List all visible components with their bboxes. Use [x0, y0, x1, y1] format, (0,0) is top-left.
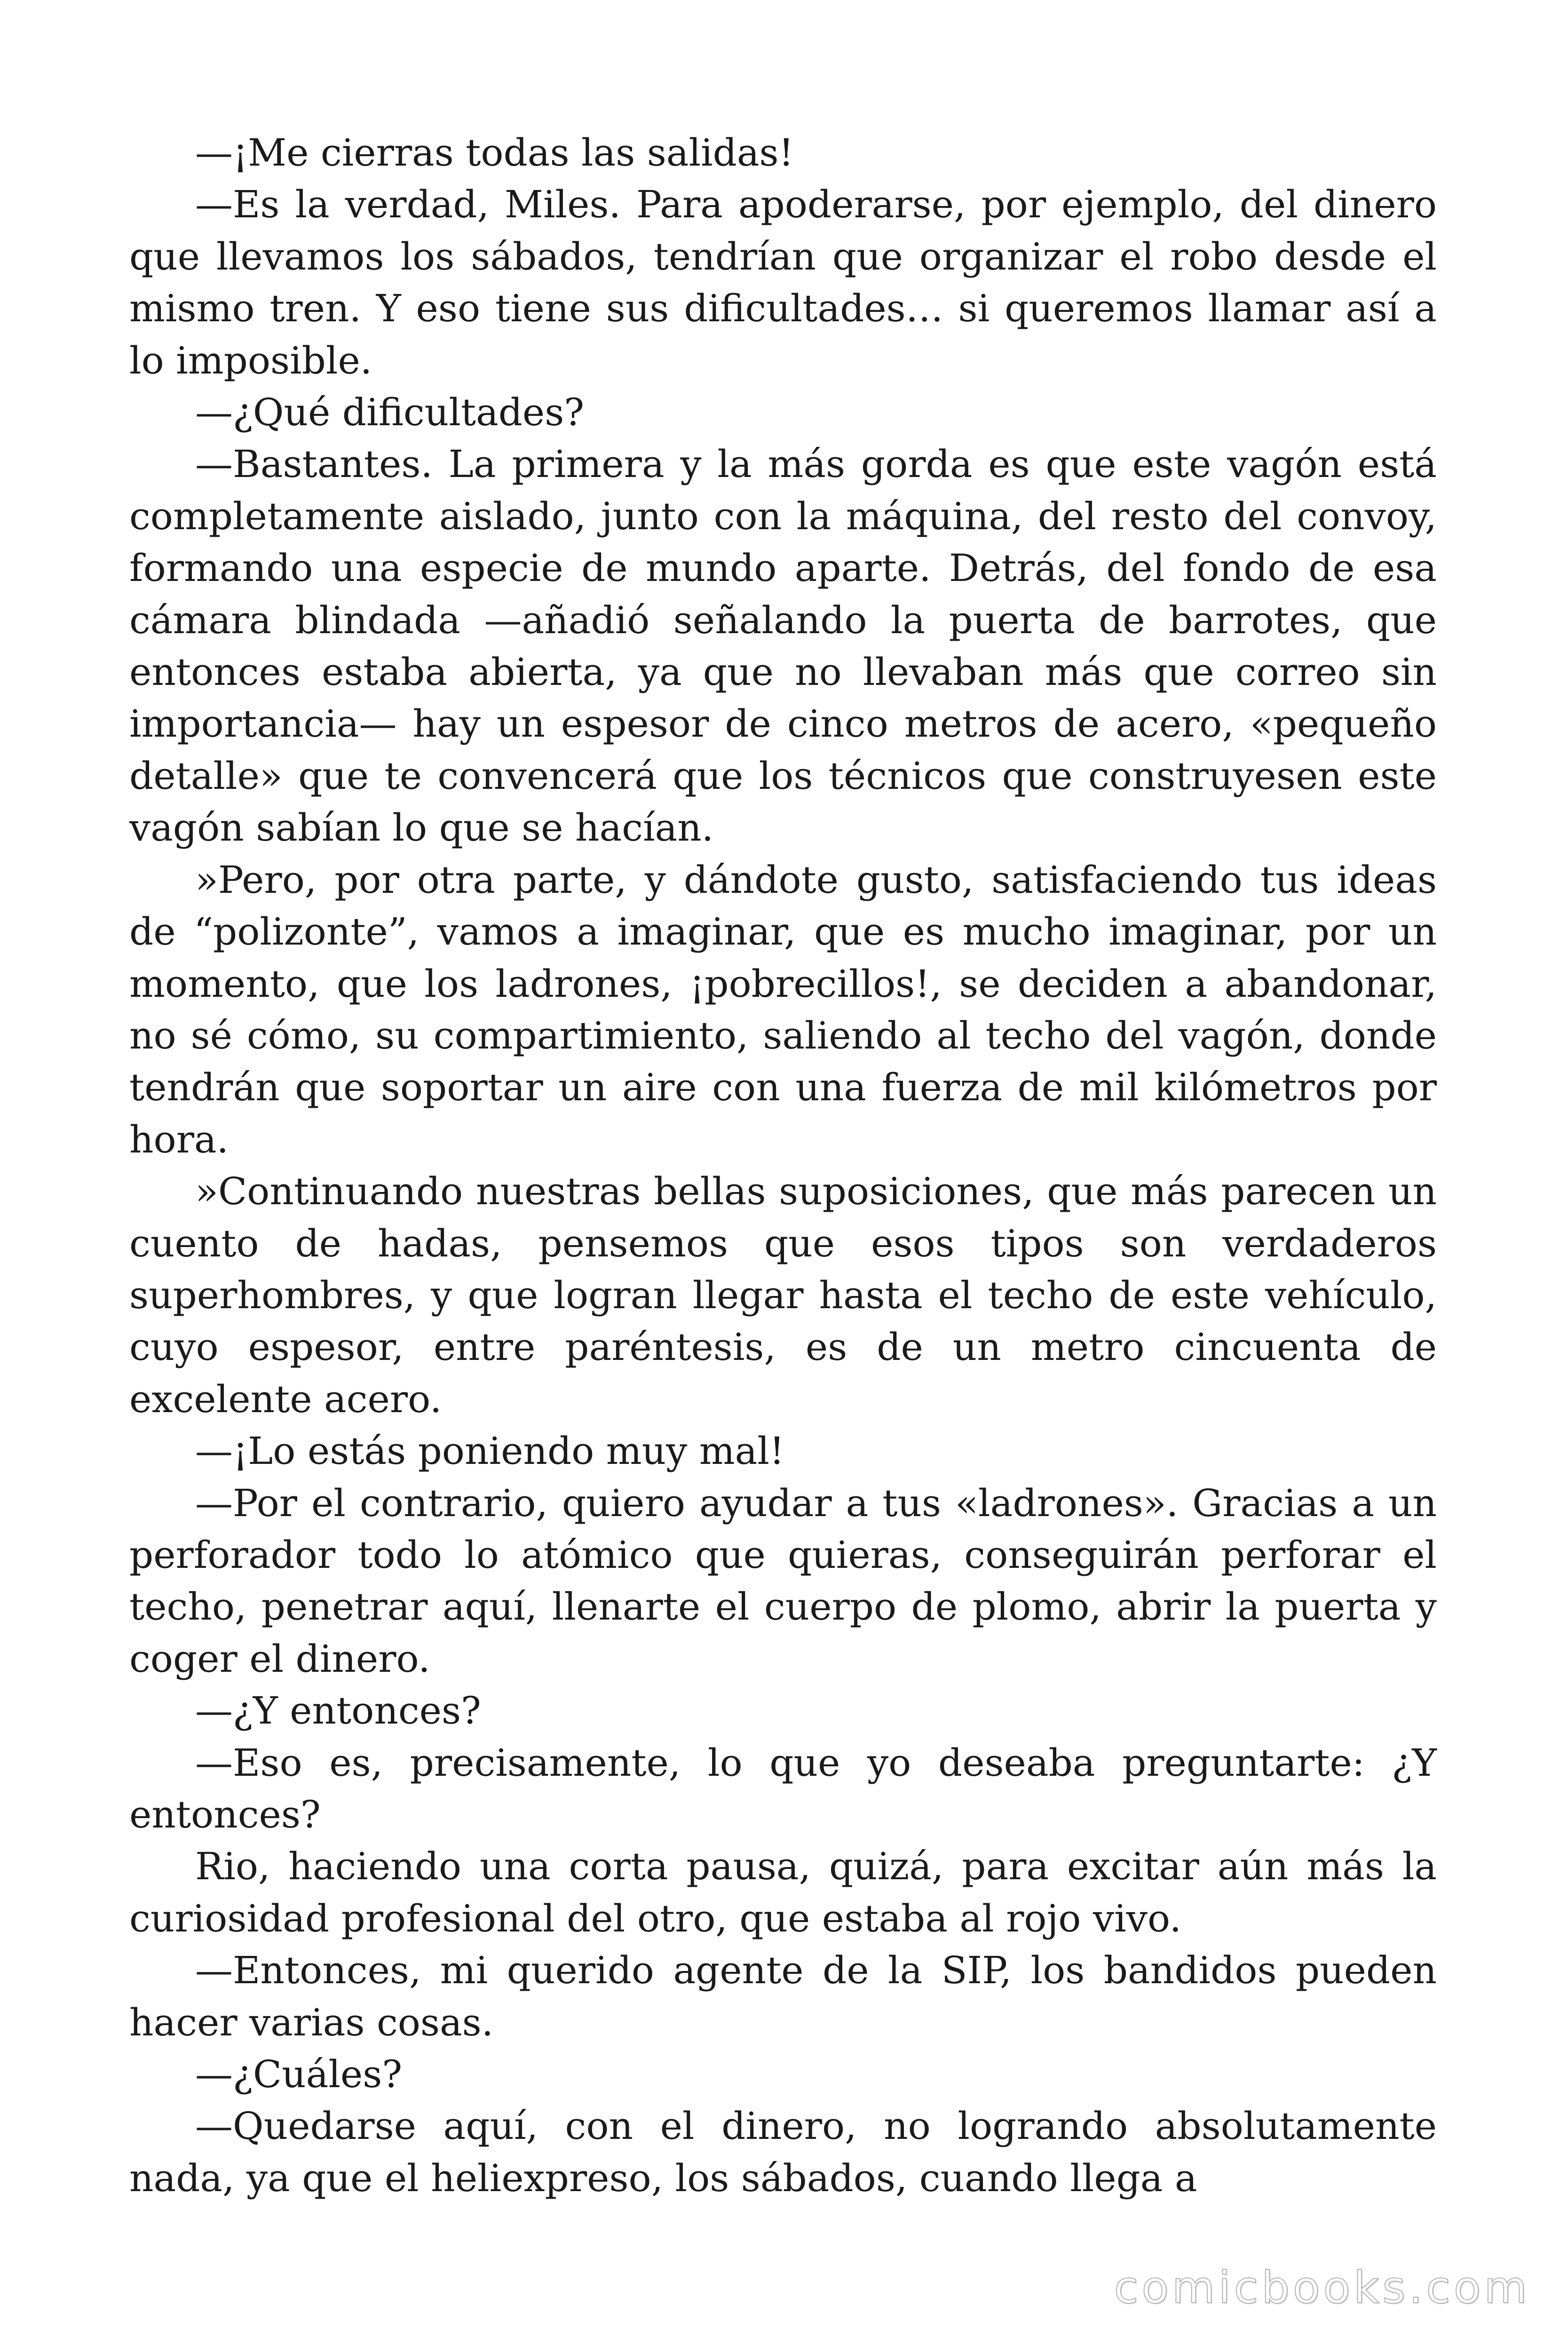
paragraph: —¡Me cierras todas las salidas!	[195, 131, 794, 175]
watermark: comicbooks.com	[1114, 2262, 1530, 2313]
paragraph: —Es la verdad, Miles. Para apoderarse, por ejemplo, del dinero que llevamos los sábados, tendrían que organizar el robo desde el mismo tren. Y eso tiene sus dificultades… si queremos llamar así a lo imposible.	[129, 183, 1437, 382]
paragraph: —Por el contrario, quiero ayudar a tus «ladrones». Gracias a un perforador todo lo atómico que quieras, conseguirán perforar el techo, penetrar aquí, llenarte el cuerpo de plomo, abrir la puerta y coger el dinero.	[129, 1481, 1437, 1681]
paragraph: —Eso es, precisamente, lo que yo deseaba preguntarte: ¿Y entonces?	[129, 1740, 1437, 1836]
paragraph: Rio, haciendo una corta pausa, quizá, para excitar aún más la curiosidad profesional del otro, que estaba al rojo vivo.	[129, 1844, 1437, 1940]
paragraph: »Continuando nuestras bellas suposiciones, que más parecen un cuento de hadas, pensemos que esos tipos son verdaderos superhombres, y que logran llegar hasta el techo de este vehículo, cuyo espesor, entre paréntesis, es de un metro cincuenta de excelente acero.	[129, 1169, 1437, 1421]
paragraph: —¿Qué dificultades?	[195, 390, 585, 435]
paragraph: »Pero, por otra parte, y dándote gusto, satisfaciendo tus ideas de “polizonte”, vamos a imaginar, que es mucho imaginar, por un momento, que los ladrones, ¡pobrecillos!, se deciden a abandonar, no sé cómo, su compartimiento, saliendo al techo del vagón, donde tendrán que soportar un aire con una fuerza de mil kilómetros por hora.	[129, 858, 1437, 1161]
paragraph: —¡Lo estás poniendo muy mal!	[195, 1429, 785, 1473]
paragraph: —Bastantes. La primera y la más gorda es que este vagón está completamente aislado, junto con la máquina, del resto del convoy, formando una especie de mundo aparte. Detrás, del fondo de esa cámara blindada —añadió señalando la puerta de barrotes, que entonces estaba abierta, ya que no llevaban más que correo sin importancia— hay un espesor de cinco metros de acero, «pequeño detalle» que te convencerá que los técnicos que construyesen este vagón sabían lo que se hacían.	[129, 442, 1437, 850]
paragraph: —Quedarse aquí, con el dinero, no logrando absolutamente nada, ya que el heliexpreso, los sábados, cuando llega a	[129, 2104, 1437, 2200]
paragraph: —Entonces, mi querido agente de la SIP, los bandidos pueden hacer varias cosas.	[129, 1948, 1437, 2044]
paragraph: —¿Y entonces?	[195, 1689, 481, 1733]
paragraph: —¿Cuáles?	[195, 2052, 403, 2097]
book-page-text	[129, 127, 1437, 2204]
